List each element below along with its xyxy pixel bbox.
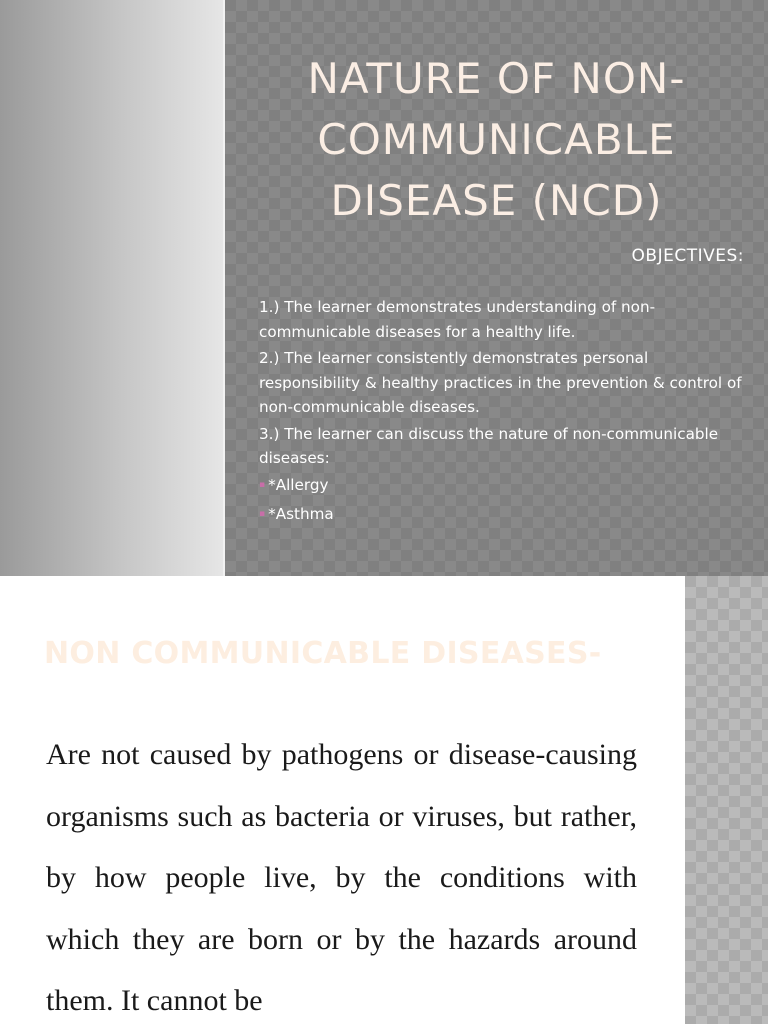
bullet-text: *Allergy — [268, 475, 329, 494]
objective-item: 1.) The learner demonstrates understanding of non-communicable diseases for a healthy life. — [259, 298, 656, 341]
bullet-item — [259, 502, 749, 530]
objective-item: 3.) The learner can discuss the nature of non-communicable diseases: — [259, 424, 719, 467]
slide-2-body-text: Are not caused by pathogens or disease-causing organisms such as bacteria or viruses, but rather, by how people live, by the conditions with which they are born or by the hazards around them. It cannot be — [46, 738, 637, 1017]
slide-1-left-gradient-panel — [0, 0, 223, 576]
objectives-list — [259, 295, 749, 532]
slide-1-title: NATURE OF NON-COMMUNICABLE DISEASE (NCD) — [307, 54, 686, 225]
bullet-item — [259, 473, 749, 501]
bullet-dot-icon: ▪ — [259, 479, 266, 490]
bullet-dot-icon: ▪ — [259, 509, 266, 519]
slide-2 — [0, 576, 768, 1024]
slide-2-heading: NON COMMUNICABLE DISEASES- — [44, 636, 602, 671]
slide-2-patterned-stripe — [685, 576, 768, 1024]
objective-item: 2.) The learner consistently demonstrates personal responsibility & healthy practices in the prevention & control of non-communicable diseases. — [259, 349, 742, 416]
bullet-text: *Asthma — [268, 505, 334, 523]
objectives-label: OBJECTIVES: — [631, 246, 744, 266]
